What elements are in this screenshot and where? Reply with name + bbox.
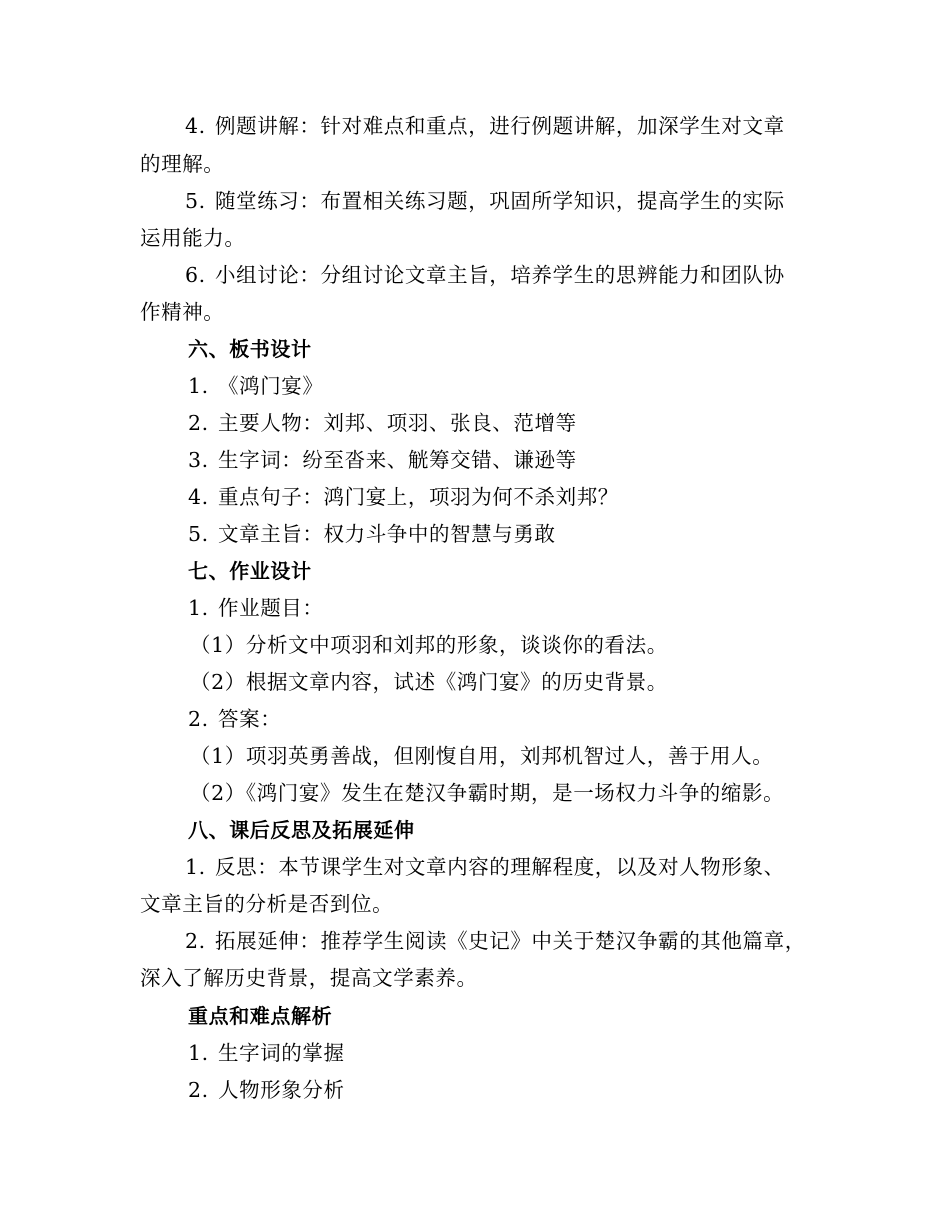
sub-item: （1）项羽英勇善战，但刚愎自用，刘邦机智过人，善于用人。 (190, 744, 774, 768)
item-text: 作业题目： (218, 596, 324, 620)
list-item (185, 112, 865, 140)
item-text: 答案： (218, 707, 282, 731)
item-continuation: 运用能力。 (140, 226, 246, 250)
list-item (185, 261, 865, 289)
item-number: 4. (185, 114, 206, 138)
item-text: 主要人物：刘邦、项羽、张良、范增等 (218, 411, 577, 435)
item-continuation: 深入了解历史背景，提高文学素养。 (140, 966, 478, 990)
item-number: 2. (188, 411, 209, 435)
item-text: 人物形象分析 (218, 1078, 345, 1102)
item-number: 2. (188, 707, 209, 731)
item-number: 2. (185, 929, 206, 953)
item-text: 《鸿门宴》 (218, 374, 324, 398)
list-item (188, 1076, 868, 1104)
sub-item: （2）根据文章内容，试述《鸿门宴》的历史背景。 (190, 670, 668, 694)
list-item (188, 1039, 868, 1067)
list-item (185, 927, 865, 955)
list-item (188, 409, 868, 437)
section-heading: 六、板书设计 (188, 337, 312, 361)
item-number: 1. (188, 374, 209, 398)
list-item (188, 372, 868, 400)
list-item (188, 483, 868, 511)
item-text: 生字词的掌握 (218, 1041, 345, 1065)
item-continuation: 文章主旨的分析是否到位。 (140, 892, 394, 916)
list-item (188, 520, 868, 548)
item-text: 重点句子：鸿门宴上，项羽为何不杀刘邦？ (218, 485, 619, 509)
section-heading: 重点和难点解析 (188, 1004, 333, 1028)
item-number: 5. (185, 189, 206, 213)
sub-item: （2）《鸿门宴》发生在楚汉争霸时期，是一场权力斗争的缩影。 (190, 781, 785, 805)
list-item (185, 853, 865, 881)
item-number: 1. (188, 1041, 209, 1065)
section-heading: 八、课后反思及拓展延伸 (188, 818, 415, 842)
item-text: 拓展延伸：推荐学生阅读《史记》中关于楚汉争霸的其他篇章， (215, 929, 806, 953)
item-continuation: 的理解。 (140, 152, 225, 176)
item-number: 1. (188, 596, 209, 620)
item-number: 2. (188, 1078, 209, 1102)
item-text: 反思：本节课学生对文章内容的理解程度，以及对人物形象、 (215, 855, 785, 879)
list-item (185, 187, 865, 215)
item-text: 文章主旨：权力斗争中的智慧与勇敢 (218, 522, 556, 546)
item-number: 6. (185, 263, 206, 287)
list-item (188, 594, 868, 622)
item-text: 小组讨论：分组讨论文章主旨，培养学生的思辨能力和团队协 (215, 263, 785, 287)
sub-item: （1）分析文中项羽和刘邦的形象，谈谈你的看法。 (190, 633, 668, 657)
item-number: 1. (185, 855, 206, 879)
item-number: 5. (188, 522, 209, 546)
item-text: 生字词：纷至沓来、觥筹交错、谦逊等 (218, 448, 577, 472)
list-item (188, 446, 868, 474)
item-continuation: 作精神。 (140, 300, 225, 324)
item-text: 随堂练习：布置相关练习题，巩固所学知识，提高学生的实际 (215, 189, 785, 213)
item-number: 3. (188, 448, 209, 472)
item-number: 4. (188, 485, 209, 509)
list-item (188, 705, 868, 733)
section-heading: 七、作业设计 (188, 559, 312, 583)
item-text: 例题讲解：针对难点和重点，进行例题讲解，加深学生对文章 (215, 114, 785, 138)
